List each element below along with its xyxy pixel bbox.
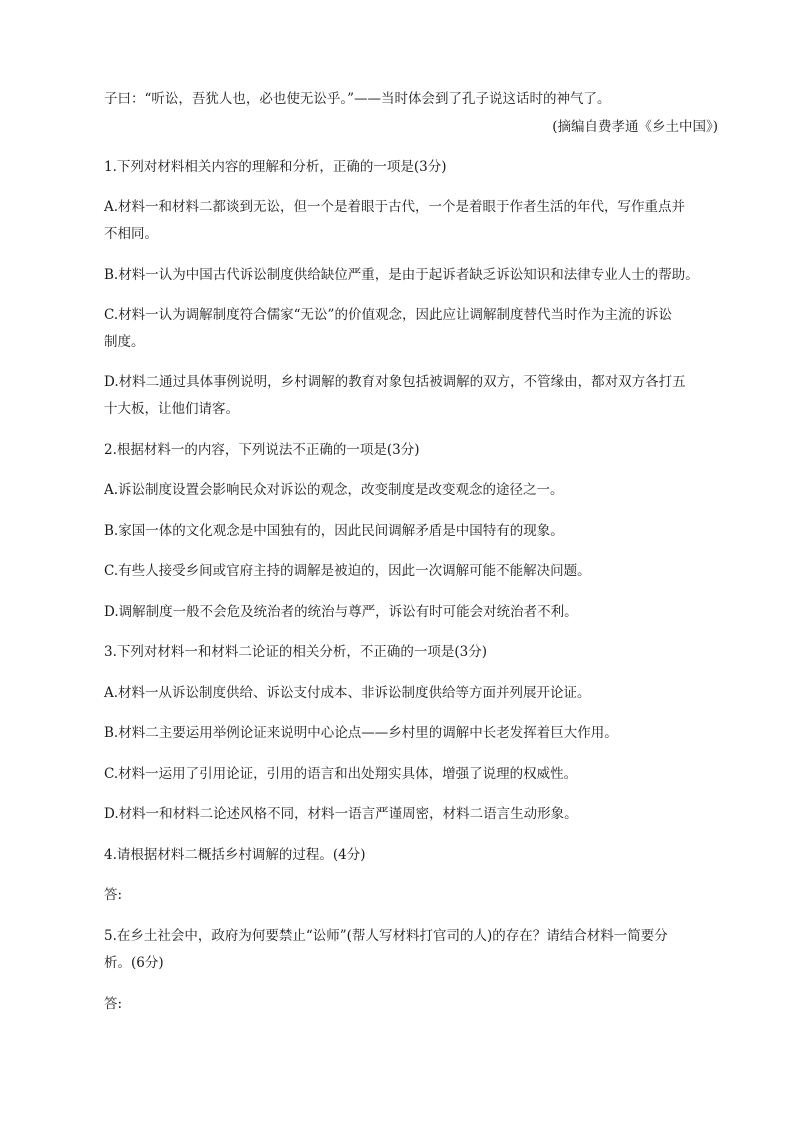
- question-2-stem: 2.根据材料一的内容，下列说法不正确的一项是(3分): [104, 442, 420, 458]
- question-3-stem: 3.下列对材料一和材料二论证的相关分析，不正确的一项是(3分): [104, 644, 488, 660]
- question-3-option-b: B.材料二主要运用举例论证来说明中心论点——乡村里的调解中长老发挥着巨大作用。: [104, 725, 618, 741]
- question-2-option-c: C.有些人接受乡间或官府主持的调解是被迫的，因此一次调解可能不能解决问题。: [104, 563, 591, 579]
- question-1-stem: 1.下列对材料相关内容的理解和分析，正确的一项是(3分): [104, 159, 447, 175]
- question-5-stem-cont: 析。(6分): [104, 955, 164, 971]
- source-citation: (摘编自费孝通《乡土中国》): [552, 119, 718, 135]
- question-1-option-d: D.材料二通过具体事例说明，乡村调解的教育对象包括被调解的双方，不管缘由，都对双方各打五: [104, 374, 686, 390]
- question-1-option-a-cont: 不相同。: [104, 226, 158, 242]
- question-1-option-c: C.材料一认为调解制度符合儒家“无讼”的价值观念，因此应让调解制度替代当时作为主流的诉讼: [104, 307, 672, 323]
- question-2-option-a: A.诉讼制度设置会影响民众对诉讼的观念，改变制度是改变观念的途径之一。: [104, 482, 564, 498]
- question-5-answer-label: 答:: [104, 996, 123, 1012]
- question-5-stem: 5.在乡土社会中，政府为何要禁止“讼师”(帮人写材料打官司的人)的存在？请结合材料一简要分: [104, 928, 668, 944]
- question-3-option-c: C.材料一运用了引用论证，引用的语言和出处翔实具体，增强了说理的权威性。: [104, 766, 578, 782]
- question-1-option-a: A.材料一和材料二都谈到无讼，但一个是着眼于古代，一个是着眼于作者生活的年代，写作重点并: [104, 199, 686, 215]
- question-1-option-d-cont: 十大板，让他们请客。: [104, 401, 239, 417]
- intro-quote: 子曰：“听讼，吾犹人也，必也使无讼乎。”——当时体会到了孔子说这话时的神气了。: [104, 91, 611, 107]
- question-3-option-a: A.材料一从诉讼制度供给、诉讼支付成本、非诉讼制度供给等方面并列展开论证。: [104, 685, 591, 701]
- question-1-option-b: B.材料一认为中国古代诉讼制度供给缺位严重，是由于起诉者缺乏诉讼知识和法律专业人士的帮助。: [104, 267, 699, 283]
- question-2-option-d: D.调解制度一般不会危及统治者的统治与尊严，诉讼有时可能会对统治者不利。: [104, 604, 578, 620]
- question-4-stem: 4.请根据材料二概括乡村调解的过程。(4分): [104, 847, 366, 863]
- question-1-option-c-cont: 制度。: [104, 334, 145, 350]
- question-4-answer-label: 答:: [104, 887, 123, 903]
- question-3-option-d: D.材料一和材料二论述风格不同，材料一语言严谨周密，材料二语言生动形象。: [104, 806, 578, 822]
- question-2-option-b: B.家国一体的文化观念是中国独有的，因此民间调解矛盾是中国特有的现象。: [104, 523, 564, 539]
